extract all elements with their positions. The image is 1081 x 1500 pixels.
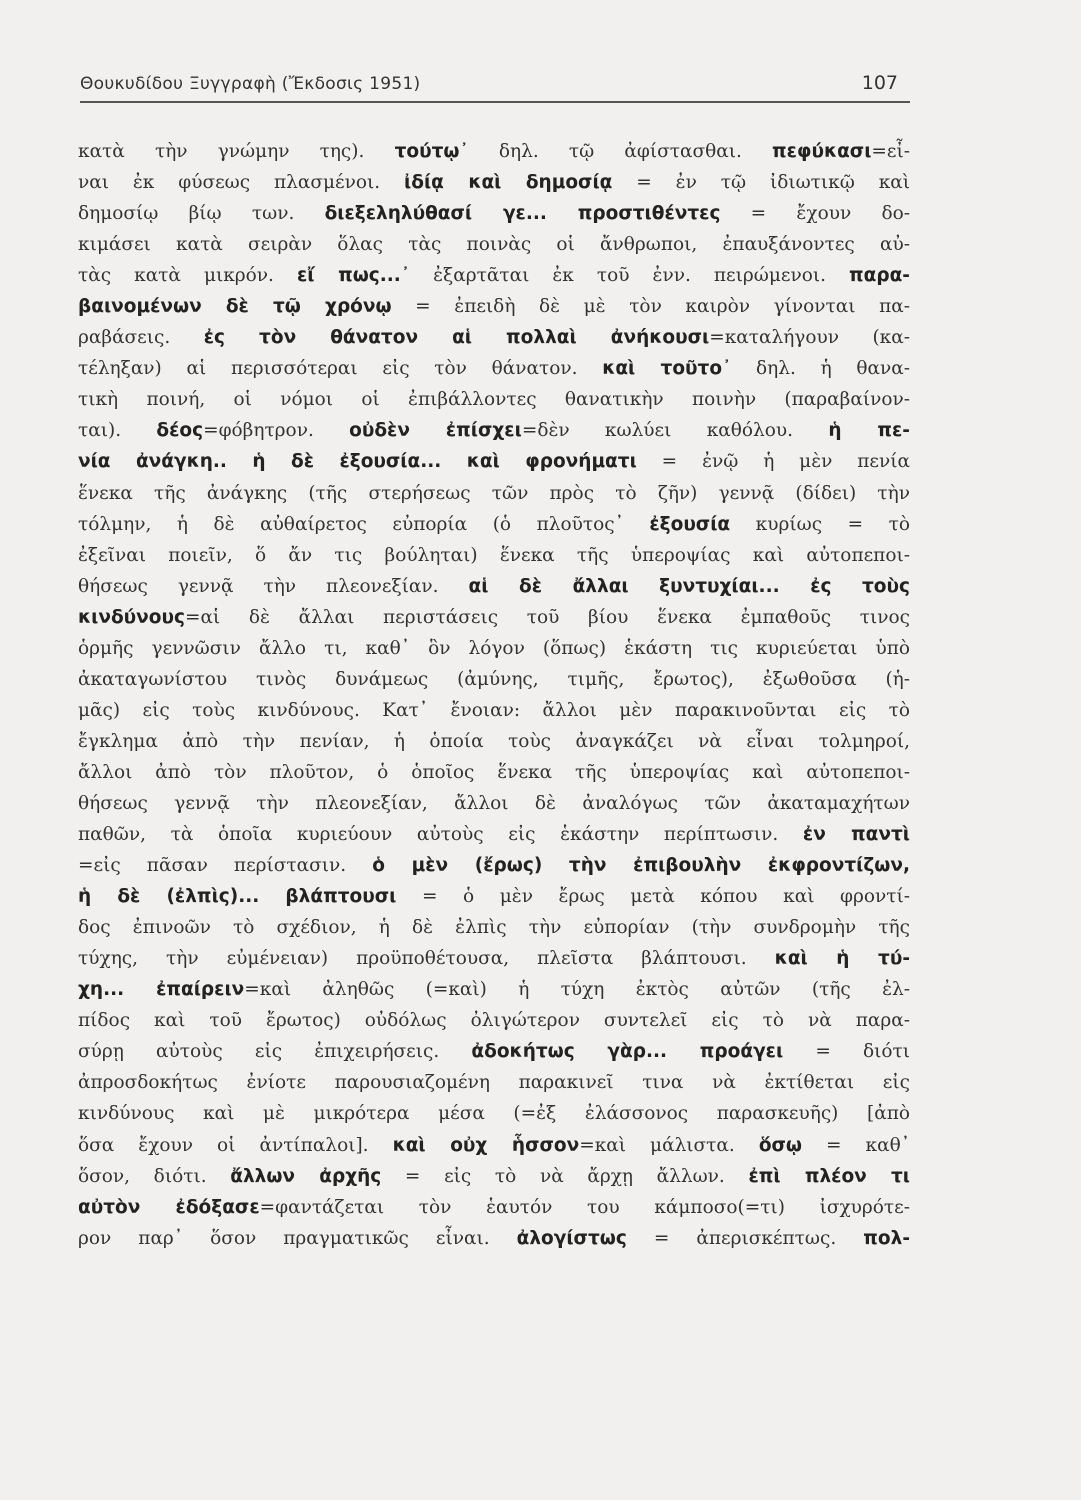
lemma: ἡ δὲ (ἐλπὶς)... βλάπτουσι [78,886,397,908]
header-rule [80,101,910,103]
lemma: καὶ τοῦτο᾽ [602,358,732,380]
gloss-text: κιμάσει κατὰ σειρὰν ὅλας τὰς ποινὰς οἱ ἄνθρωποι, ἐπαυξάνοντες αὐ- [78,234,910,256]
gloss-text: τὰς κατὰ μικρόν. [78,265,297,287]
lemma: κινδύνους [78,606,185,628]
gloss-text: κινδύνους καὶ μὲ μικρότερα μέσα (=ἐξ ἐλάσσονος παρασκευῆς) [ἀπὸ [78,1103,910,1125]
running-title: Θουκυδίδου Ξυγγραφὴ (Ἔκδοσις 1951) [80,74,421,94]
text-line [78,1098,910,1129]
gloss-text: ἀπροσδοκήτως ἐνίοτε παρουσιαζομένη παρακινεῖ τινα νὰ ἐκτίθεται εἰς [78,1072,910,1094]
gloss-text: ἐξαρτᾶται ἐκ τοῦ ἐνν. πειρώμενοι. [410,265,850,287]
gloss-text: = εἰς τὸ νὰ ἄρχῃ ἄλλων. [381,1165,749,1187]
text-line [78,974,910,1005]
text-line [78,943,910,974]
gloss-text: ὅσον, διότι. [78,1165,231,1187]
text-line [78,788,910,819]
text-line [78,633,910,664]
lemma: ἐξουσία [649,513,731,535]
lemma: εἴ πως...᾽ [296,265,411,287]
lemma: ἀλογίστως [516,1227,627,1249]
gloss-text: = ἐν τῷ ἰδιωτικῷ καὶ [612,172,911,194]
lemma: παρα- [849,265,910,287]
gloss-text: ται). [78,420,157,442]
text-line [78,446,910,477]
text-line [78,198,910,229]
gloss-text: ρον παρ᾽ ὅσον πραγματικῶς εἶναι. [78,1227,517,1249]
gloss-text: τέληξαν) αἱ περισσότεραι εἰς τὸν θάνατον. [78,358,603,380]
lemma: ἀδοκήτως γὰρ... προάγει [471,1041,784,1063]
gloss-text: =καὶ μάλιστα. [579,1134,759,1156]
gloss-text: ἕνεκα τῆς ἀνάγκης (τῆς στερήσεως τῶν πρὸς τὸ ζῆν) γεννᾷ (δίδει) τὴν [78,482,910,504]
gloss-text: =καταλήγουν (κα- [709,327,910,349]
gloss-text: ἔγκλημα ἀπὸ τὴν πενίαν, ἡ ὁποία τοὺς ἀναγκάζει νὰ εἶναι τολμηροί, [78,730,910,752]
gloss-text: ραβάσεις. [78,327,204,349]
lemma: πεφύκασι [772,141,872,162]
text-line [78,540,910,571]
lemma: ἄλλων ἀρχῆς [230,1165,382,1187]
gloss-text: = ἀπερισκέπτως. [626,1227,864,1249]
gloss-text: = ἐπειδὴ δὲ μὲ τὸν καιρὸν γίνονται πα- [391,296,910,318]
lemma: αἱ δὲ ἄλλαι ξυντυχίαι... ἐς τοὺς [468,575,910,597]
gloss-text: μᾶς) εἰς τοὺς κινδύνους. Κατ᾽ ἔνοιαν: ἄλλοι μὲν παρακινοῦνται εἰς τὸ [78,699,910,721]
text-line [78,726,910,757]
lemma: ἰδίᾳ καὶ δημοσίᾳ [404,172,613,194]
gloss-text: τόλμην, ἡ δὲ αὐθαίρετος εὐπορία (ὁ πλοῦτος᾽ [78,513,650,535]
gloss-text: δηλ. τῷ ἀφίστασθαι. [468,141,773,162]
gloss-text: ἐξεῖναι ποιεῖν, ὅ ἄν τις βούληται) ἕνεκα τῆς ὑπεροψίας καὶ αὐτοπεποι- [78,544,910,566]
text-line [78,757,910,788]
gloss-text: ἄλλοι ἀπὸ τὸν πλοῦτον, ὁ ὁποῖος ἕνεκα τῆς ὑπεροψίας καὶ αὐτοπεποι- [78,761,910,783]
gloss-text: ὅσα ἔχουν οἱ ἀντίπαλοι]. [78,1134,393,1156]
lemma: ἐν παντὶ [802,824,910,846]
lemma: διεξεληλύθασί γε... προστιθέντες [324,203,721,225]
text-line [78,1005,910,1036]
lemma: οὐδὲν ἐπίσχει [349,420,522,442]
running-header [80,72,910,102]
gloss-text: πίδος καὶ τοῦ ἔρωτος) οὐδόλως ὀλιγώτερον συντελεῖ εἰς τὸ νὰ παρα- [78,1010,910,1032]
page-number: 107 [861,72,898,94]
text-line [78,1130,910,1161]
gloss-text: παθῶν, τὰ ὁποῖα κυριεύουν αὐτοὺς εἰς ἑκάστην περίπτωσιν. [78,824,803,846]
gloss-text: θήσεως γεννᾷ τὴν πλεονεξίαν, ἄλλοι δὲ ἀναλόγως τῶν ἀκαταμαχήτων [78,792,910,814]
lemma: τούτῳ᾽ [394,141,469,162]
lemma: δέος [156,420,204,442]
text-line [78,850,910,881]
gloss-text: δημοσίῳ βίῳ των. [78,203,325,225]
text-line [78,602,910,633]
text-line [78,1067,910,1098]
text-line [78,1223,910,1254]
text-line [78,353,910,384]
text-line [78,881,910,912]
text-line [78,322,910,353]
gloss-text: = ὁ μὲν ἔρως μετὰ κόπου καὶ φροντί- [396,886,910,908]
gloss-text: κατὰ τὴν γνώμην της). [78,141,395,162]
gloss-text: = καθ᾽ [802,1134,910,1156]
gloss-text: δηλ. ἡ θανα- [731,358,911,380]
gloss-text: =εἰς πᾶσαν περίστασιν. [78,855,373,877]
gloss-text: = ἔχουν δο- [720,203,910,225]
gloss-text: = διότι [783,1041,911,1063]
gloss-text: ὁρμῆς γεννῶσιν ἄλλο τι, καθ᾽ ὃν λόγον (ὅπως) ἑκάστη τις κυριεύεται ὑπὸ [78,637,910,659]
text-line [78,478,910,509]
text-line [78,819,910,850]
gloss-text: ναι ἐκ φύσεως πλασμένοι. [78,172,405,194]
text-line [78,571,910,602]
gloss-text: σύρῃ αὐτοὺς εἰς ἐπιχειρήσεις. [78,1041,472,1063]
lemma: ὅσῳ [758,1134,803,1156]
text-line [78,695,910,726]
gloss-text: θήσεως γεννᾷ τὴν πλεονεξίαν. [78,575,469,597]
text-line [78,384,910,415]
text-line [78,509,910,540]
text-line [78,1036,910,1067]
lemma: καὶ οὐχ ἧσσον [392,1134,580,1156]
text-line [78,260,910,291]
text-line [78,415,910,446]
text-line [78,1192,910,1223]
gloss-text: =δὲν κωλύει καθόλου. [521,420,829,442]
lemma: αὐτὸν ἐδόξασε [78,1196,260,1218]
gloss-text: =εἶ- [871,141,911,162]
text-line [78,136,910,167]
gloss-text: τικὴ ποινή, οἱ νόμοι οἱ ἐπιβάλλοντες θανατικὴν ποινὴν (παραβαίνον- [78,389,910,411]
text-line [78,229,910,260]
lemma: ἡ πε- [828,420,910,442]
text-line [78,167,910,198]
lemma: ἐπὶ πλέον τι [748,1165,910,1187]
lemma: βαινομένων δὲ τῷ χρόνῳ [78,296,392,318]
gloss-text: κυρίως = τὸ [730,513,910,535]
text-line [78,664,910,695]
lemma: ἐς τὸν θάνατον αἱ πολλαὶ ἀνήκουσι [203,327,710,349]
lemma: καὶ ἡ τύ- [774,948,911,970]
gloss-text: τύχης, τὴν εὐμένειαν) προϋποθέτουσα, πλεῖστα βλάπτουσι. [78,948,775,970]
lemma: νία ἀνάγκη.. ἡ δὲ ἐξουσία... καὶ φρονήματι [78,451,637,473]
lemma: ὁ μὲν (ἔρως) τὴν ἐπιβουλὴν ἐκφροντίζων, [372,855,910,877]
text-line [78,291,910,322]
gloss-text: ἀκαταγωνίστου τινὸς δυνάμεως (ἀμύνης, τιμῆς, ἔρωτος), ἐξωθοῦσα (ἡ- [78,668,910,690]
gloss-text: = ἐνῷ ἡ μὲν πενία [636,451,910,473]
gloss-text: =φόβητρον. [203,420,350,442]
text-line [78,912,910,943]
commentary-text [78,136,910,1254]
gloss-text: =αἱ δὲ ἄλλαι περιστάσεις τοῦ βίου ἕνεκα ἐμπαθοῦς τινος [184,606,910,628]
lemma: χη... ἐπαίρειν [78,979,245,1001]
gloss-text: =καὶ ἀληθῶς (=καὶ) ἡ τύχη ἐκτὸς αὐτῶν (τῆς ἐλ- [244,979,910,1001]
lemma: πολ- [863,1227,910,1249]
gloss-text: =φαντάζεται τὸν ἑαυτόν του κάμποσο(=τι) ἰσχυρότε- [259,1196,910,1218]
text-line [78,1161,910,1192]
gloss-text: δος ἐπινοῶν τὸ σχέδιον, ἡ δὲ ἐλπὶς τὴν εὐπορίαν (τὴν συνδρομὴν τῆς [78,917,910,939]
